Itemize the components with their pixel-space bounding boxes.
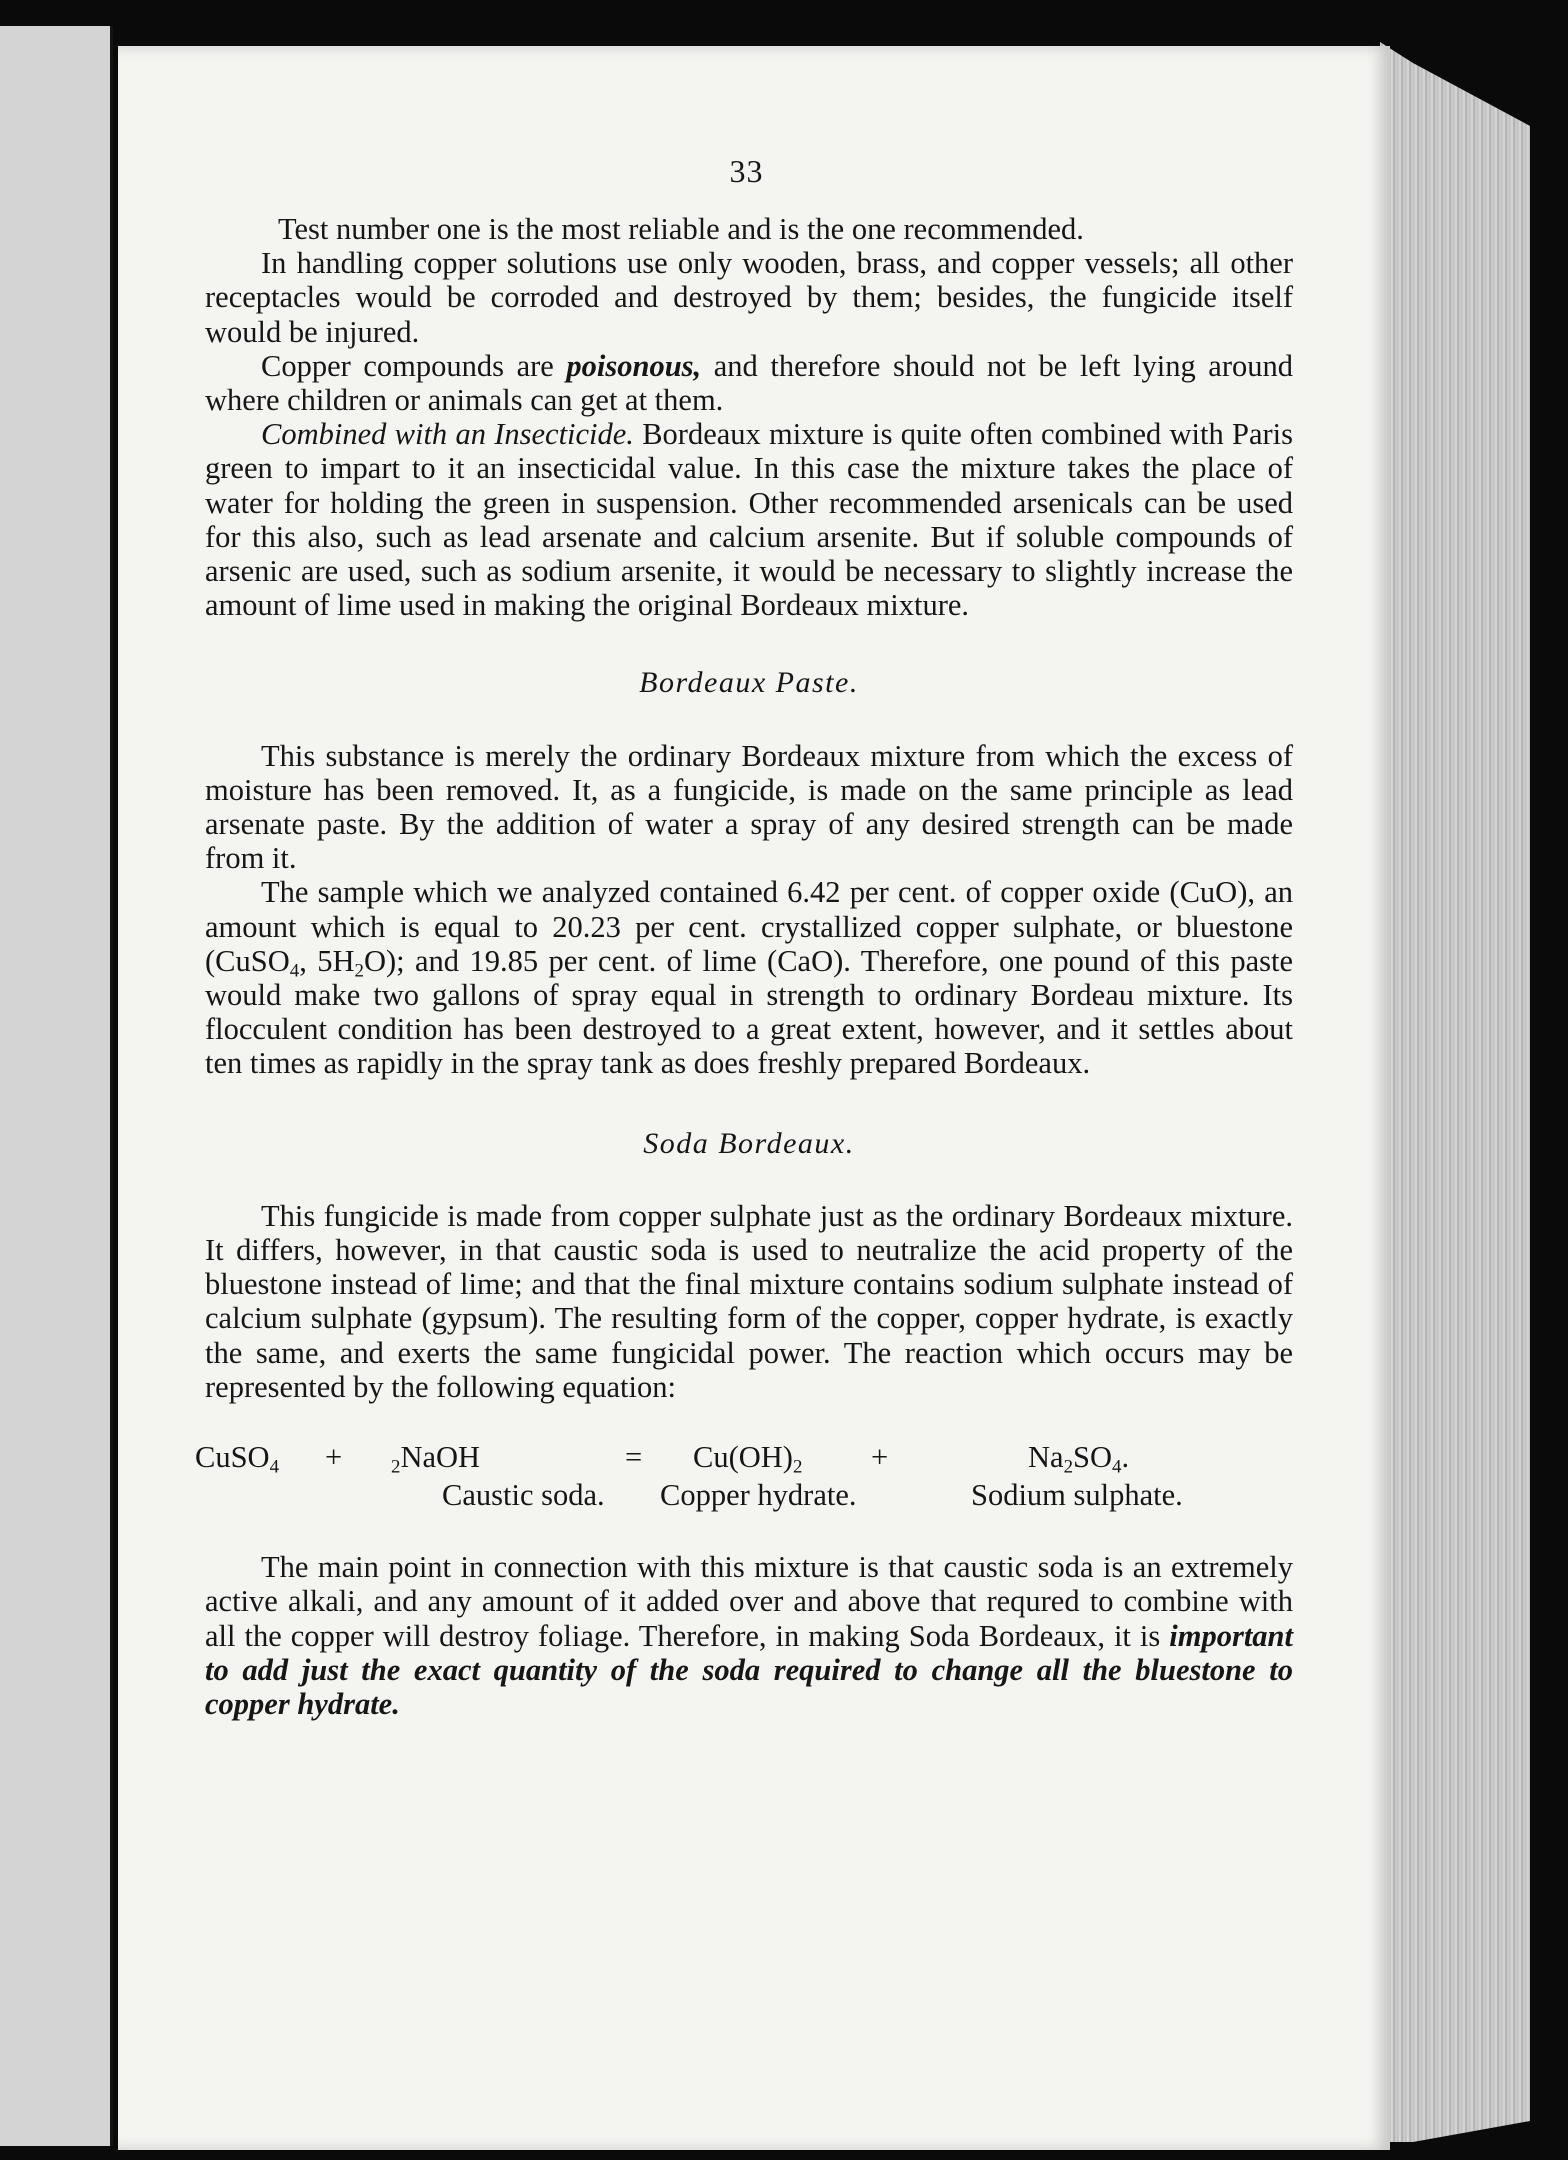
coefficient: 2 (391, 1456, 401, 1478)
paragraph-paste-analysis (205, 875, 1293, 1080)
equation-plus-sign: + (871, 1440, 889, 1475)
paragraph-soda-definition: This fungicide is made from copper sulphate just as the ordinary Bordeaux mixture. It differs, however, in that caustic soda is used to neutralize the acid property of the bluestone instead of lime; and that the final mixture contains sodium sulphate instead of calcium sulphate (gypsum). The resulting form of the copper, copper hydrate, is exactly the same, and exerts the same fungicidal power. The reaction which occurs may be represented by the following equation: (205, 1198, 1293, 1404)
subscript: 4 (1112, 1456, 1122, 1478)
equation-plus-sign: + (325, 1440, 343, 1475)
book-page-edges (1380, 42, 1530, 2142)
paragraph-paste-definition: This substance is merely the ordinary Bordeaux mixture from which the excess of moisture has been removed. It, as a fungicide, is made on the same principle as lead arsenate paste. By the addition of water a spray of any desired strength can be made from it. (205, 738, 1293, 876)
paragraph-copper-vessels: In handling copper solutions use only wooden, brass, and copper vessels; all other receptacles would be corroded and destroyed by them; besides, the fungicide itself would be injured. (205, 246, 1293, 349)
formula-text: NaOH (400, 1440, 481, 1475)
equation-term-na2so4 (1028, 1440, 1130, 1478)
formula-text: SO (1073, 1440, 1113, 1475)
chemical-equation (195, 1440, 1293, 1520)
formula-text: CuSO (195, 1440, 270, 1475)
equation-term-cuoh2 (693, 1440, 803, 1478)
paragraph-test-number: Test number one is the most reliable and is the one recommended. (278, 212, 1084, 246)
text-run: , 5H (299, 943, 355, 978)
formula-text: Na (1028, 1440, 1064, 1475)
paragraph-caustic-soda-warning (205, 1550, 1293, 1721)
section-heading-soda-bordeaux: Soda Bordeaux. (643, 1126, 855, 1160)
subscript: 2 (1063, 1456, 1074, 1478)
label-sodium-sulphate: Sodium sulphate. (971, 1478, 1183, 1513)
emphasis-exact-quantity: important to add just the exact quantity of the soda required to change all the bluestone to copper hydrate. (205, 1618, 1293, 1721)
text-run: Bordeaux mixture is quite often combined with Paris green to impart to it an insecticidal value. In this case the mixture takes the place of water for holding the green in suspension. Other recommended arsenicals can be used for this also, such as lead arsenate and calcium arsenite. But if soluble compounds of arsenic are used, such as sodium arsenite, it would be necessary to slightly increase the amount of lime used in making the original Bordeaux mixture. (205, 417, 1293, 623)
page-text (195, 153, 1294, 1721)
text-run: The main point in connection with this mixture is that caustic soda is an extremely active alkali, and any amount of it added over and above that requred to combine with all the copper will destroy foliage. Therefore, in making Soda Bordeaux, it is (205, 1550, 1293, 1653)
section-heading-bordeaux-paste: Bordeaux Paste. (639, 666, 859, 700)
emphasis-poisonous: poisonous, (566, 348, 702, 383)
paragraph-poisonous (205, 349, 1293, 417)
run-in-heading-insecticide: Combined with an Insecticide. (261, 417, 634, 452)
subscript: 2 (792, 1456, 803, 1478)
subscript: 2 (354, 960, 364, 982)
label-copper-hydrate: Copper hydrate. (660, 1478, 857, 1513)
text-run: O); and 19.85 per cent. of lime (CaO). Therefore, one pound of this paste would make two gallons of spray equal in strength to ordinary Bordeau mixture. Its flocculent condition has been destroyed to a great extent, however, and it settles about ten times as rapidly in the spray tank as does freshly prepared Bordeaux. (205, 943, 1293, 1081)
facing-page-edge (0, 26, 113, 2146)
subscript: 4 (269, 1456, 280, 1478)
paragraph-insecticide (205, 417, 1293, 622)
equation-term-cuso4 (195, 1440, 280, 1478)
label-caustic-soda: Caustic soda. (442, 1478, 605, 1513)
text-run: The sample which we analyzed contained 6.42 per cent. of copper oxide (CuO), an amount which is equal to 20.23 per cent. crystallized copper sulphate, or bluestone (CuSO (205, 875, 1293, 978)
subscript: 4 (289, 960, 300, 982)
page-number: 33 (729, 153, 764, 189)
formula-text: . (1121, 1440, 1130, 1475)
formula-text: Cu(OH) (693, 1440, 793, 1475)
text-run: and therefore should not be left lying around where children or animals can get at them. (205, 348, 1294, 418)
equation-equals-sign: = (625, 1440, 643, 1475)
text-run: Copper compounds are (261, 348, 567, 383)
